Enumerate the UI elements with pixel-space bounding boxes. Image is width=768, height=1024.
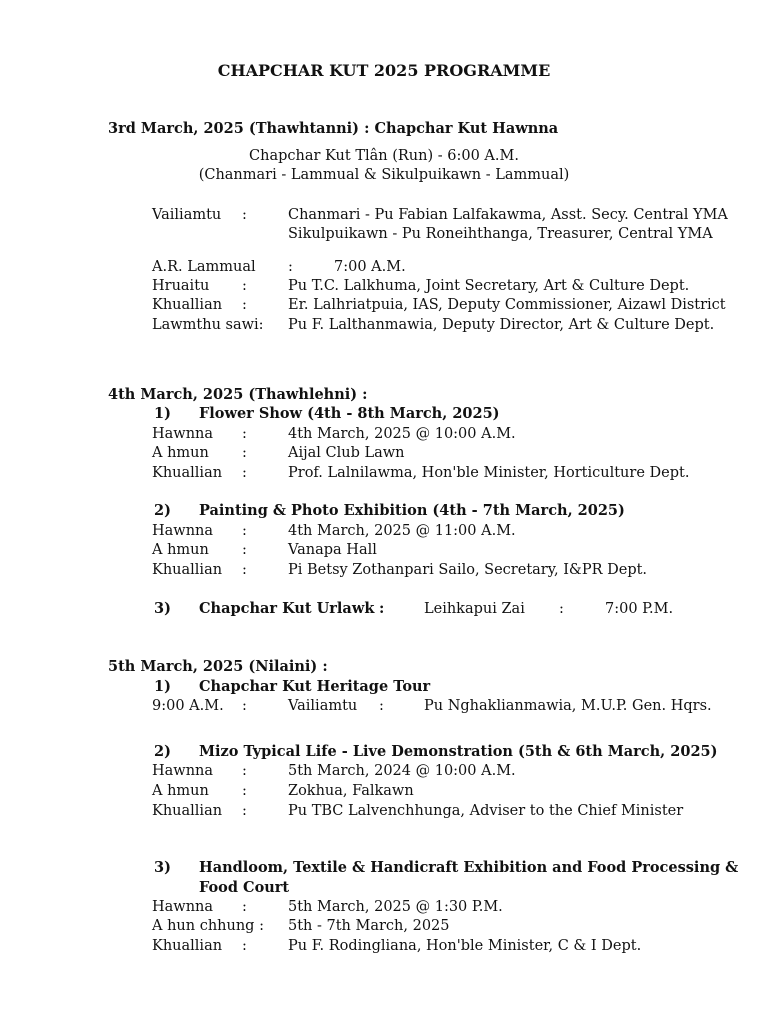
item-number: 2) <box>154 743 171 760</box>
vailiamtu-sikulpuikawn: Sikulpuikawn - Pu Roneihthanga, Treasurer, Central YMA <box>288 226 713 242</box>
item-number: 1) <box>154 405 171 422</box>
colon: : <box>379 698 384 714</box>
lawmthu-sawi-value: Pu F. Lalthanmawia, Deputy Director, Art & Culture Dept. <box>288 317 715 333</box>
khuallian-value: Prof. Lalnilawma, Hon'ble Minister, Horticulture Dept. <box>288 465 690 481</box>
ahmun-label: A hmun <box>152 542 209 558</box>
flower-show-title: Flower Show (4th - 8th March, 2025) <box>199 405 500 422</box>
item-number: 2) <box>154 502 171 519</box>
day3-heading: 5th March, 2025 (Nilaini) : <box>108 658 328 675</box>
khuallian-value: Er. Lalhriatpuia, IAS, Deputy Commissioner, Aizawl District <box>288 297 726 313</box>
hawnna-value: 5th March, 2025 @ 1:30 P.M. <box>288 899 503 915</box>
colon: : <box>242 899 247 915</box>
vailiamtu-chanmari: Chanmari - Pu Fabian Lalfakawma, Asst. Secy. Central YMA <box>288 207 728 223</box>
heritage-tour-title: Chapchar Kut Heritage Tour <box>199 678 431 695</box>
route-line: (Chanmari - Lammual & Sikulpuikawn - Lammual) <box>198 167 570 183</box>
colon: : <box>242 938 247 954</box>
khuallian-label: Khuallian <box>152 465 223 481</box>
colon: : <box>242 278 247 294</box>
hruaitu-label: Hruaitu <box>152 278 210 294</box>
khuallian-value: Pu TBC Lalvenchhunga, Adviser to the Chief Minister <box>288 803 684 819</box>
khuallian-value: Pi Betsy Zothanpari Sailo, Secretary, I&PR Dept. <box>288 562 648 578</box>
colon: : <box>242 523 247 539</box>
colon: : <box>559 601 564 617</box>
hawnna-label: Hawnna <box>152 899 214 915</box>
colon: : <box>242 207 247 223</box>
hawnna-label: Hawnna <box>152 523 214 539</box>
vailiamtu-value: Pu Nghaklianmawia, M.U.P. Gen. Hqrs. <box>424 698 712 714</box>
urlawk-title: Chapchar Kut Urlawk <box>199 600 375 617</box>
ahmun-value: Zokhua, Falkawn <box>288 783 414 799</box>
day1-heading: 3rd March, 2025 (Thawhtanni) : Chapchar Kut Hawnna <box>108 120 559 137</box>
colon: : <box>242 783 247 799</box>
colon: : <box>379 600 385 617</box>
hruaitu-value: Pu T.C. Lalkhuma, Joint Secretary, Art & Culture Dept. <box>288 278 690 294</box>
khuallian-label: Khuallian <box>152 297 223 313</box>
colon: : <box>242 297 247 313</box>
hawnna-value: 4th March, 2025 @ 11:00 A.M. <box>288 523 516 539</box>
handloom-exhibition-title: Handloom, Textile & Handicraft Exhibition and Food Processing & <box>199 859 739 876</box>
colon: : <box>242 698 247 714</box>
ahmun-value: Vanapa Hall <box>288 542 377 558</box>
hawnna-value: 5th March, 2024 @ 10:00 A.M. <box>288 763 516 779</box>
item-number: 3) <box>154 600 171 617</box>
mizo-typical-life-title: Mizo Typical Life - Live Demonstration (5th & 6th March, 2025) <box>199 743 718 760</box>
ar-lammual-time: 7:00 A.M. <box>334 259 406 275</box>
colon: : <box>242 445 247 461</box>
colon: : <box>242 562 247 578</box>
urlawk-venue: Leihkapui Zai <box>424 601 525 617</box>
ar-lammual-label: A.R. Lammual <box>152 259 256 275</box>
khuallian-label: Khuallian <box>152 938 223 954</box>
ahmun-value: Aijal Club Lawn <box>288 445 405 461</box>
ahunchhung-value: 5th - 7th March, 2025 <box>288 918 450 934</box>
colon: : <box>288 259 293 275</box>
hawnna-label: Hawnna <box>152 763 214 779</box>
painting-exhibition-title: Painting & Photo Exhibition (4th - 7th March, 2025) <box>199 502 625 519</box>
run-line: Chapchar Kut Tlân (Run) - 6:00 A.M. <box>249 148 519 164</box>
ahmun-label: A hmun <box>152 445 209 461</box>
colon: : <box>242 465 247 481</box>
page-title: CHAPCHAR KUT 2025 PROGRAMME <box>217 61 551 80</box>
vailiamtu-label: Vailiamtu <box>152 207 222 223</box>
khuallian-label: Khuallian <box>152 803 223 819</box>
ahmun-label: A hmun <box>152 783 209 799</box>
item-number: 3) <box>154 859 171 876</box>
lawmthu-sawi-label: Lawmthu sawi: <box>152 317 264 333</box>
hawnna-value: 4th March, 2025 @ 10:00 A.M. <box>288 426 516 442</box>
khuallian-value: Pu F. Rodingliana, Hon'ble Minister, C & I Dept. <box>288 938 642 954</box>
colon: : <box>242 542 247 558</box>
heritage-tour-time: 9:00 A.M. <box>152 698 224 714</box>
day2-heading: 4th March, 2025 (Thawhlehni) : <box>108 386 368 403</box>
item-number: 1) <box>154 678 171 695</box>
khuallian-label: Khuallian <box>152 562 223 578</box>
colon: : <box>242 763 247 779</box>
hawnna-label: Hawnna <box>152 426 214 442</box>
handloom-exhibition-title-cont: Food Court <box>199 879 290 896</box>
colon: : <box>242 803 247 819</box>
colon: : <box>242 426 247 442</box>
ahunchhung-label: A hun chhung : <box>152 918 264 934</box>
urlawk-time: 7:00 P.M. <box>605 601 674 617</box>
vailiamtu-label: Vailiamtu <box>288 698 358 714</box>
